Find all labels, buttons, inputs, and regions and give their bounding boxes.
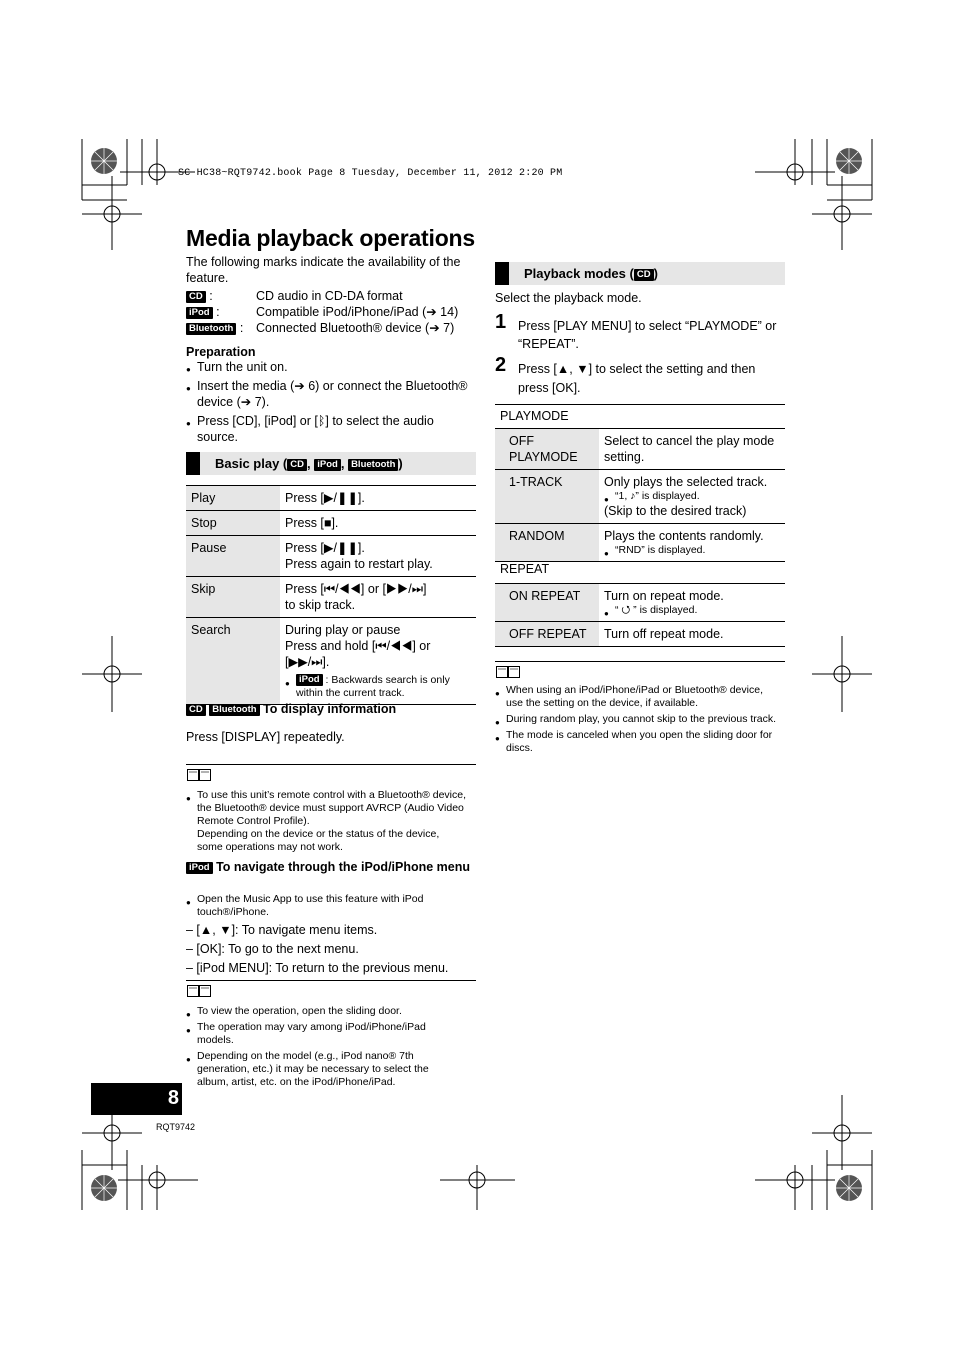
repeat-label: REPEAT [500, 562, 550, 576]
mark-text: Compatible iPod/iPhone/iPad (➔ 14) [256, 305, 459, 319]
table-row [495, 429, 785, 470]
row-note: ● “RND” is displayed. [615, 544, 781, 557]
divider [495, 661, 785, 662]
display-info-title: To display information [263, 702, 397, 716]
row-cell [280, 536, 476, 577]
row-text: Turn off repeat mode. [599, 622, 785, 647]
playback-modes-header [495, 262, 785, 285]
page-number: 8 [167, 1087, 179, 1109]
section-title: Playback modes ( CD ) [524, 266, 658, 281]
row-label: Skip [186, 577, 280, 618]
row-cell [599, 524, 785, 562]
display-info-heading [186, 701, 396, 717]
table-row [186, 486, 476, 511]
row-text: [▶▶/⏭]. [285, 655, 330, 669]
row-cell [599, 470, 785, 524]
section-title-text: Basic play ( [215, 456, 288, 471]
list-item: ● To use this unit’s remote control with a Bluetooth® device, the Bluetooth® device must support AVRCP (Audio Video Remote Control Profile). [197, 789, 467, 828]
step-number: 1 [495, 311, 507, 333]
list-item: – [OK]: To go to the next menu. [186, 942, 359, 956]
row-cell [280, 618, 476, 705]
ipod-badge: iPod [186, 862, 213, 874]
intro-text: The following marks indicate the availability of the feature. [186, 255, 461, 285]
row-text: Select to cancel the play mode setting. [599, 429, 785, 470]
row-label: Search [186, 618, 280, 705]
note-book-icon [187, 769, 211, 781]
display-info-text: Press [DISPLAY] repeatedly. [186, 730, 345, 744]
row-label: Stop [186, 511, 280, 536]
divider [186, 980, 476, 981]
page-number-box [91, 1083, 182, 1115]
repeat-table [495, 583, 785, 647]
list-item: ● Press [CD], [iPod] or [ᛒ] to select the audio source. [197, 413, 477, 445]
table-row [495, 622, 785, 647]
row-text: (Skip to the desired track) [604, 504, 747, 518]
preparation-list [197, 359, 477, 445]
list-item: ● The operation may vary among iPod/iPhone/iPad models. [197, 1021, 457, 1047]
section-bar [186, 452, 200, 475]
ipod-nav-bullet [197, 893, 437, 919]
list-item: – [▲, ▼]: To navigate menu items. [186, 923, 378, 937]
row-label: 1-TRACK [495, 470, 599, 524]
mark-sep: : [239, 321, 244, 335]
row-text: Press again to restart play. [285, 557, 433, 571]
row-note: ● “1, ♪” is displayed. [615, 490, 781, 503]
doc-code: RQT9742 [156, 1122, 196, 1132]
ipod-nav-title: To navigate through the iPod/iPhone menu [216, 860, 471, 874]
note3-list [506, 684, 781, 755]
note-book-icon [187, 985, 211, 997]
step-text: Press [▲, ▼] to select the setting and then press [OK]. [518, 362, 756, 395]
mark-text: CD audio in CD-DA format [256, 289, 403, 303]
table-row [186, 618, 476, 705]
section-bar [495, 262, 509, 285]
list-item: ● To view the operation, open the sliding door. [197, 1005, 457, 1018]
divider [495, 404, 785, 405]
row-label: Pause [186, 536, 280, 577]
row-label: RANDOM [495, 524, 599, 562]
basic-play-table [186, 485, 476, 705]
row-label: OFF PLAYMODE [495, 429, 599, 470]
row-text: Plays the contents randomly. [604, 529, 764, 543]
row-text: Press [▶/❚❚]. [280, 486, 476, 511]
bluetooth-badge: Bluetooth [186, 323, 236, 335]
note2-list [197, 1005, 457, 1089]
list-item: ● Open the Music App to use this feature with iPod touch®/iPhone. [197, 893, 437, 919]
mark-row [186, 320, 476, 336]
table-row [495, 470, 785, 524]
table-row [495, 584, 785, 622]
list-item: ● During random play, you cannot skip to the previous track. [506, 713, 781, 726]
book-header: SC-HC38~RQT9742.book Page 8 Tuesday, December 11, 2012 2:20 PM [178, 168, 563, 179]
row-label: Play [186, 486, 280, 511]
row-text: Only plays the selected track. [604, 475, 768, 489]
row-text: Press [■]. [280, 511, 476, 536]
list-item: Depending on the device or the status of the device, some operations may not work. [197, 828, 440, 853]
playback-intro: Select the playback mode. [495, 291, 642, 305]
table-row [186, 536, 476, 577]
table-row [186, 577, 476, 618]
ipod-badge: iPod [186, 307, 213, 319]
ipod-nav-dashes [186, 921, 476, 978]
note-text: : Backwards search is only within the current track. [296, 674, 450, 699]
list-item: ● Turn the unit on. [197, 359, 477, 375]
cd-badge: CD [186, 704, 206, 716]
row-text: During play or pause [285, 623, 401, 637]
preparation-heading: Preparation [186, 345, 256, 359]
row-note: ● “ ⭯ ” is displayed. [615, 604, 781, 617]
list-item: ● Depending on the model (e.g., iPod nano® 7th generation, etc.) it may be necessary to select the album, artist, etc. on the iPod/iPhone/iPad. [197, 1050, 457, 1089]
list-item: – [iPod MENU]: To return to the previous menu. [186, 961, 449, 975]
cd-badge: CD [186, 291, 206, 303]
ipod-nav-heading [186, 859, 476, 875]
row-label: OFF REPEAT [495, 622, 599, 647]
mark-sep: : [216, 305, 220, 319]
cd-badge: CD [634, 269, 654, 281]
row-cell [280, 577, 476, 618]
row-text: Press and hold [⏮/◀◀] or [285, 639, 431, 653]
list-item: ● The mode is canceled when you open the sliding door for discs. [506, 729, 781, 755]
list-item: ● When using an iPod/iPhone/iPad or Bluetooth® device, use the setting on the device, if available. [506, 684, 781, 710]
bluetooth-badge: Bluetooth [209, 704, 259, 716]
page-title: Media playback operations [186, 225, 475, 251]
mark-sep: : [209, 289, 213, 303]
marks-list [186, 288, 476, 336]
playmode-table [495, 428, 785, 562]
ipod-badge: iPod [314, 459, 341, 471]
cd-badge: CD [287, 459, 307, 471]
row-text: to skip track. [285, 598, 356, 612]
section-title-text: Playback modes ( [524, 266, 634, 281]
step-number: 2 [495, 354, 507, 376]
divider [186, 764, 476, 765]
row-cell [599, 584, 785, 622]
bluetooth-badge: Bluetooth [348, 459, 398, 471]
row-text: Turn on repeat mode. [604, 589, 724, 603]
ipod-badge: iPod [296, 674, 323, 686]
basic-play-header [186, 452, 476, 475]
mark-row [186, 288, 476, 304]
mark-text: Connected Bluetooth® device (➔ 7) [256, 321, 455, 335]
search-note [296, 674, 472, 700]
table-row [495, 524, 785, 562]
row-text: Press [▶/❚❚]. [285, 541, 365, 555]
row-label: ON REPEAT [495, 584, 599, 622]
playmode-label: PLAYMODE [500, 409, 569, 423]
row-text: Press [⏮/◀◀] or [▶▶/⏭] [285, 582, 427, 596]
section-title: Basic play ( CD , iPod , Bluetooth ) [215, 456, 403, 471]
mark-row [186, 304, 476, 320]
table-row [186, 511, 476, 536]
note1-list [197, 789, 467, 854]
list-item: ● Insert the media (➔ 6) or connect the Bluetooth® device (➔ 7). [197, 378, 477, 410]
note-book-icon [496, 666, 520, 678]
step-text: Press [PLAY MENU] to select “PLAYMODE” or “REPEAT”. [518, 319, 777, 351]
